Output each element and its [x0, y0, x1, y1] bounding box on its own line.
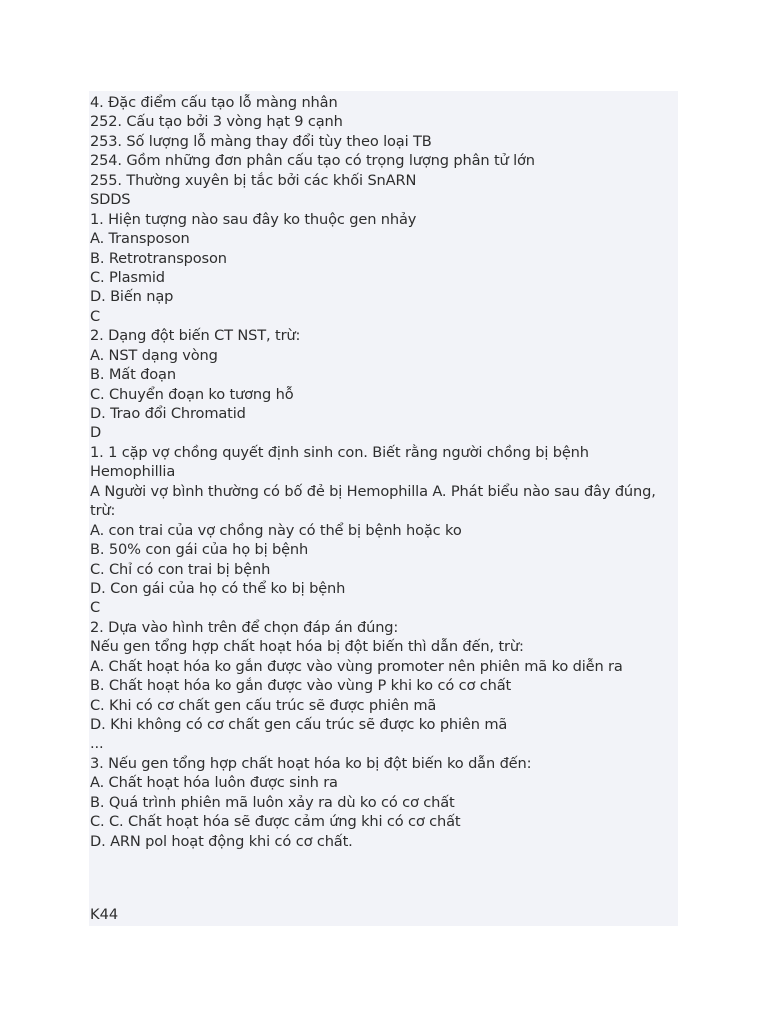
answer-key: C	[90, 599, 101, 617]
ellipsis: ...	[90, 735, 104, 753]
answer-option: B. 50% con gái của họ bị bệnh	[90, 541, 309, 559]
answer-option: C. Chỉ có con trai bị bệnh	[90, 560, 271, 578]
answer-option: B. Quá trình phiên mã luôn xảy ra dù ko có cơ chất	[90, 793, 455, 811]
footer-label: K44	[90, 906, 119, 923]
text-line: 252. Cấu tạo bởi 3 vòng hạt 9 cạnh	[90, 113, 343, 131]
answer-option: B. Retrotransposon	[90, 249, 227, 267]
text-line: 4. Đặc điểm cấu tạo lỗ màng nhân	[90, 94, 338, 111]
answer-option: B. Mất đoạn	[90, 366, 176, 384]
answer-option: D. ARN pol hoạt động khi có cơ chất.	[90, 832, 353, 850]
question-text: Nếu gen tổng hợp chất hoạt hóa bị đột biến thì dẫn đến, trừ:	[90, 638, 524, 656]
question-text: A Người vợ bình thường có bố đẻ bị Hemophilla A. Phát biểu nào sau đây đúng,	[90, 482, 656, 500]
text-line: 254. Gồm những đơn phân cấu tạo có trọng lượng phân tử lớn	[90, 152, 535, 170]
answer-option: A. Chất hoạt hóa ko gắn được vào vùng promoter nên phiên mã ko diễn ra	[90, 657, 623, 675]
answer-option: A. Transposon	[90, 230, 190, 248]
answer-option: D. Trao đổi Chromatid	[90, 405, 246, 422]
text-line: 253. Số lượng lỗ màng thay đổi tùy theo loại TB	[90, 132, 432, 150]
answer-option: D. Khi không có cơ chất gen cấu trúc sẽ được ko phiên mã	[90, 716, 508, 733]
question-text: Hemophillia	[90, 463, 176, 481]
answer-option: C. Plasmid	[90, 268, 165, 286]
answer-option: C. C. Chất hoạt hóa sẽ được cảm ứng khi có cơ chất	[90, 813, 461, 831]
question-text: 1. 1 cặp vợ chồng quyết định sinh con. Biết rằng người chồng bị bệnh	[90, 443, 589, 461]
answer-option: A. NST dạng vòng	[90, 346, 218, 364]
answer-option: A. Chất hoạt hóa luôn được sinh ra	[90, 774, 338, 792]
question-text: 1. Hiện tượng nào sau đây ko thuộc gen nhảy	[90, 210, 417, 228]
answer-option: C. Chuyển đoạn ko tương hỗ	[90, 385, 294, 403]
answer-key: D	[90, 424, 102, 442]
document-text	[90, 93, 676, 851]
answer-option: B. Chất hoạt hóa ko gắn được vào vùng P khi ko có cơ chất	[90, 677, 512, 695]
answer-option: D. Biến nạp	[90, 288, 174, 306]
text-line: 255. Thường xuyên bị tắc bởi các khối SnARN	[90, 171, 417, 189]
question-text: trừ:	[90, 502, 116, 520]
answer-key: C	[90, 307, 101, 325]
answer-option: A. con trai của vợ chồng này có thể bị bệnh hoặc ko	[90, 521, 462, 539]
answer-option: D. Con gái của họ có thể ko bị bệnh	[90, 579, 346, 597]
section-label: SDDS	[90, 191, 131, 209]
answer-option: C. Khi có cơ chất gen cấu trúc sẽ được phiên mã	[90, 696, 437, 714]
question-text: 2. Dạng đột biến CT NST, trừ:	[90, 327, 301, 345]
question-text: 2. Dựa vào hình trên để chọn đáp án đúng:	[90, 618, 399, 636]
question-text: 3. Nếu gen tổng hợp chất hoạt hóa ko bị đột biến ko dẫn đến:	[90, 754, 532, 772]
